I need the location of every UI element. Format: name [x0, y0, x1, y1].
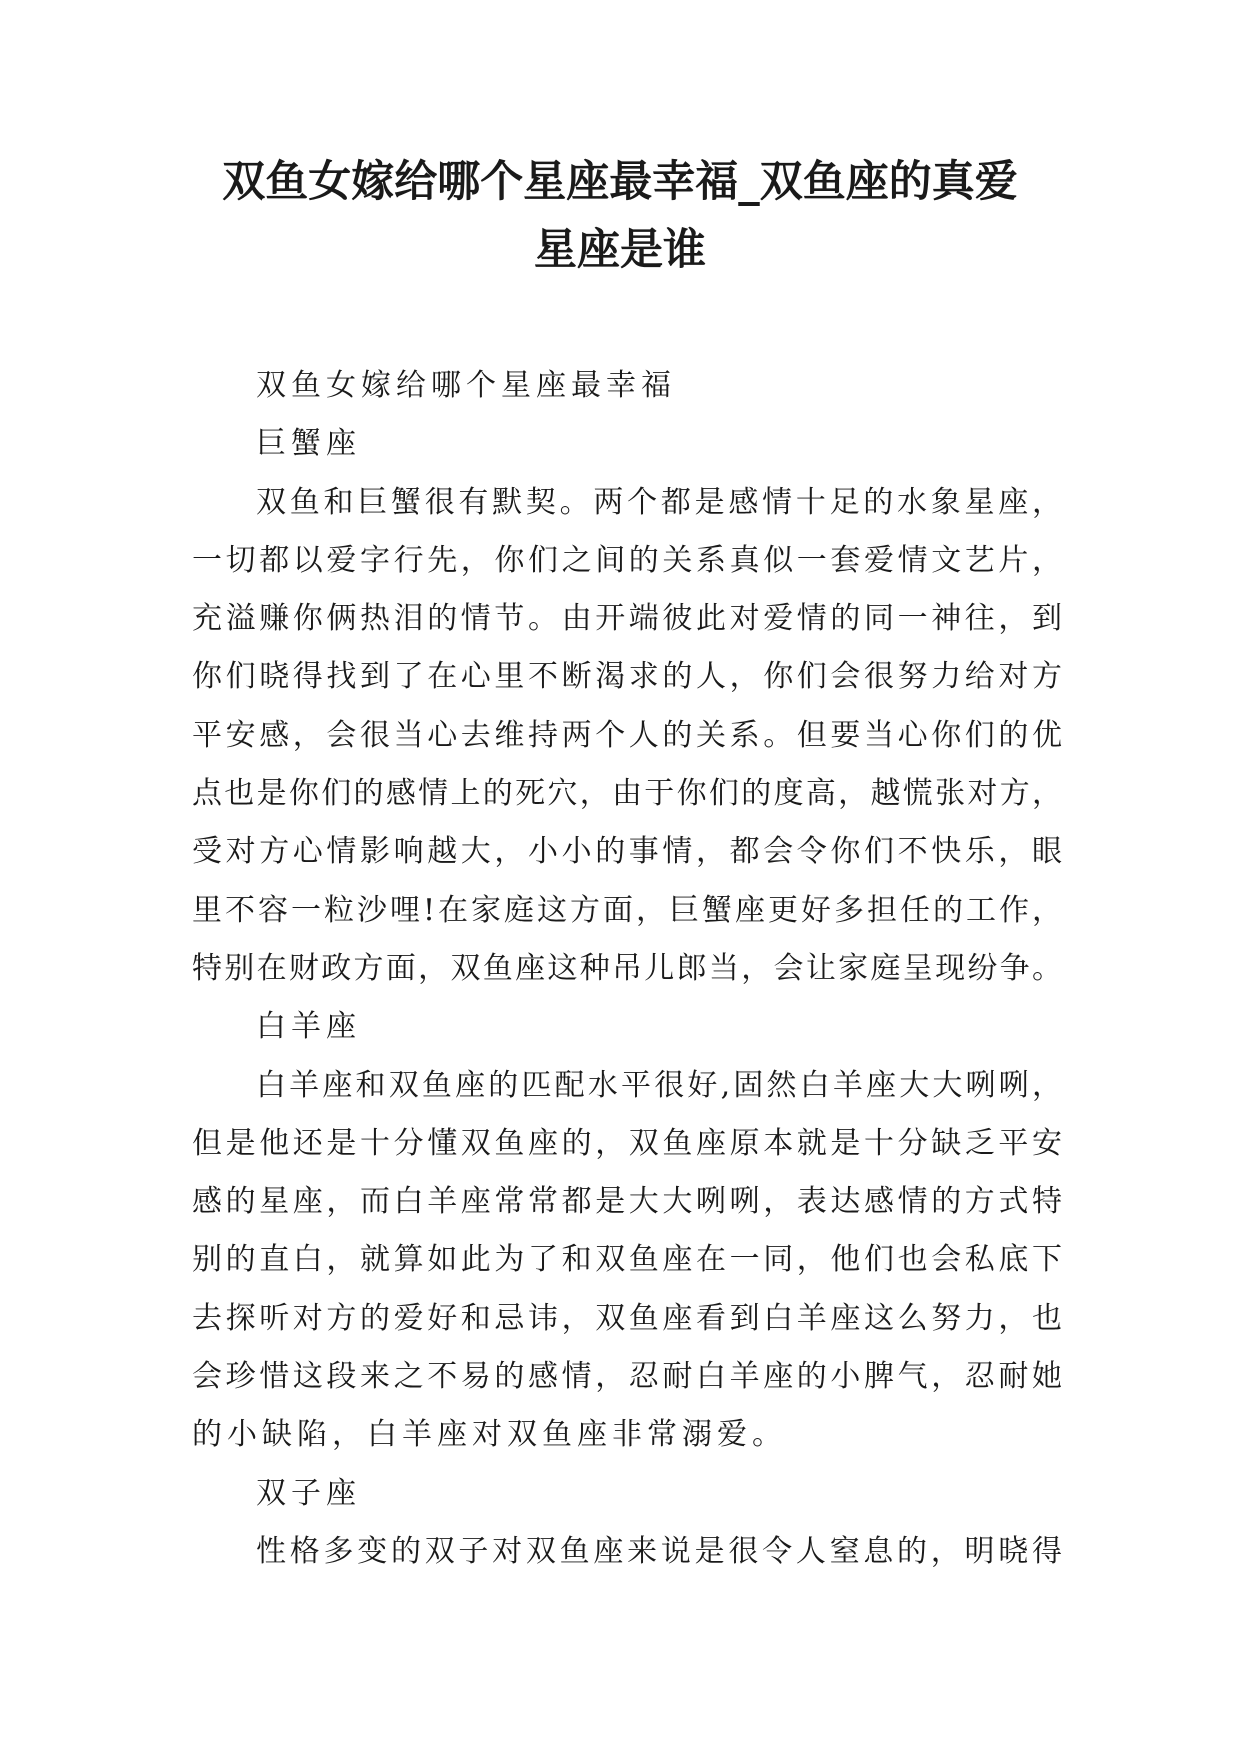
section-heading: 双鱼女嫁给哪个星座最幸福	[256, 368, 676, 403]
body-line: 性格多变的双子对双鱼座来说是很令人窒息的，明晓得	[256, 1533, 1062, 1569]
body-line: 平安感，会很当心去维持两个人的关系。但要当心你们的优	[192, 717, 1062, 753]
body-line: 受对方心情影响越大，小小的事情，都会令你们不快乐，眼	[192, 834, 1062, 870]
body-line: 会珍惜这段来之不易的感情，忍耐白羊座的小脾气，忍耐她	[192, 1359, 1062, 1395]
body-line: 去探听对方的爱好和忌讳，双鱼座看到白羊座这么努力，也	[192, 1300, 1062, 1336]
title-line-2: 星座是谁	[534, 225, 706, 275]
subheading-aries: 白羊座	[256, 1009, 361, 1045]
body-line: 的小缺陷，白羊座对双鱼座非常溺爱。	[192, 1417, 787, 1453]
subheading-gemini: 双子座	[256, 1475, 361, 1511]
body-line: 感的星座，而白羊座常常都是大大咧咧，表达感情的方式特	[192, 1184, 1062, 1220]
body-line: 但是他还是十分懂双鱼座的，双鱼座原本就是十分缺乏平安	[192, 1125, 1062, 1161]
document-body	[192, 357, 1062, 1581]
body-line: 特别在财政方面，双鱼座这种吊儿郎当，会让家庭呈现纷争。	[192, 950, 1062, 986]
subheading-cancer: 巨蟹座	[256, 426, 361, 462]
body-line: 你们晓得找到了在心里不断渴求的人，你们会很努力给对方	[192, 659, 1062, 695]
body-line: 别的直白，就算如此为了和双鱼座在一同，他们也会私底下	[192, 1242, 1062, 1278]
body-line: 白羊座和双鱼座的匹配水平很好,固然白羊座大大咧咧，	[256, 1067, 1062, 1103]
body-line: 充溢赚你俩热泪的情节。由开端彼此对爱情的同一神往，到	[192, 601, 1062, 637]
document-title	[150, 148, 1090, 284]
body-line: 双鱼和巨蟹很有默契。两个都是感情十足的水象星座，	[256, 484, 1062, 520]
body-line: 里不容一粒沙哩!在家庭这方面，巨蟹座更好多担任的工作，	[192, 892, 1062, 928]
title-line-1: 双鱼女嫁给哪个星座最幸福_双鱼座的真爱	[222, 157, 1018, 207]
body-line: 一切都以爱字行先，你们之间的关系真似一套爱情文艺片，	[192, 542, 1062, 578]
body-line: 点也是你们的感情上的死穴，由于你们的度高，越慌张对方，	[192, 776, 1062, 812]
